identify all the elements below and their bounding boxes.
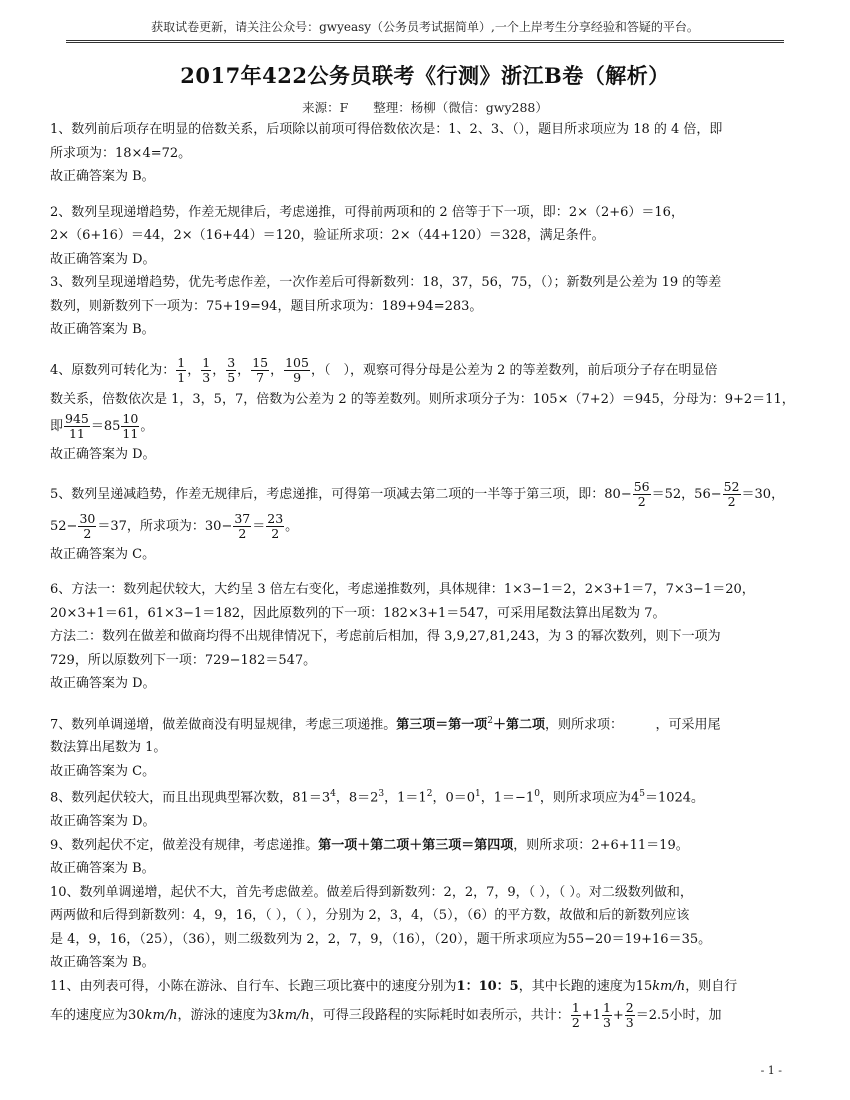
q4-fraction-3: $\frac{3}{5}$ bbox=[227, 354, 236, 385]
q3-line-2: 数列，则新数列下一项为：75+19=94，题目所求项为：189+94=283。 bbox=[50, 298, 483, 314]
q5-answer: 故正确答案为 C。 bbox=[50, 546, 156, 562]
q2-line-2: 2×（6+16）＝44，2×（16+44）＝120，验证所求项：2×（44+120）＝328，满足条件。 bbox=[50, 228, 605, 243]
q10-line-3: 是 4，9，16，（25），（36），则二级数列为 2，2，7，9，（16），（20），题干所求项应为55−20＝19+16＝35。 bbox=[50, 931, 712, 947]
byline: 来源：F 整理：杨柳（微信：gwy288） bbox=[302, 100, 548, 115]
q9-answer: 故正确答案为 B。 bbox=[50, 861, 155, 877]
q5-fraction-5: $\frac{23}{2}$ bbox=[267, 510, 284, 541]
q4-separator: ， bbox=[212, 362, 226, 378]
q3-answer: 故正确答案为 B。 bbox=[50, 322, 155, 337]
q5-fraction-4: $\frac{37}{2}$ bbox=[234, 510, 251, 541]
q4-fraction-1: $\frac{1}{1}$ bbox=[177, 354, 186, 385]
q10-line-2: 两两做和后得到新数列：4，9，16，（ ），（ ），分别为 2，3，4，（5），（6）的平方数，故做和后的新数列应该 bbox=[50, 908, 690, 924]
page-number: - 1 - bbox=[760, 1064, 782, 1077]
q8-answer: 故正确答案为 D。 bbox=[50, 814, 156, 830]
q6-line-1: 6、方法一：数列起伏较大，大约呈 3 倍左右变化，考虑递推数列，具体规律：1×3−1＝2，2×3+1＝7，7×3−1＝20， bbox=[50, 582, 755, 597]
q4-separator: ， bbox=[187, 362, 201, 378]
q4-line-3: 即 $\frac{945}{11}$ ＝85 $\frac{10}{11}$ 。 bbox=[50, 411, 154, 441]
q3-line-1: 3、数列呈现递增趋势，优先考虑作差，一次作差后可得新数列：18，37，56，75，（）；新数列是公差为 19 的等差 bbox=[50, 275, 722, 290]
q1-line-2: 所求项为：18×4=72。 bbox=[50, 145, 192, 161]
q4-line-1: 4、原数列可转化为： $\frac{1}{1}$ ， $\frac{1}{3}$ ， $\frac{3}{5}$ ， $\frac{15}{7}$ ， $\frac{105}{9}$ ，（ ），观察可得分母是公差为 2 的等差数列，前后项分子存在明显倍 bbox=[50, 354, 718, 385]
q11-fraction-2: $\frac{1}{3}$ bbox=[602, 1000, 611, 1031]
q9-line-1: 9、数列起伏不定，做差没有规律，考虑递推。第一项＋第二项＋第三项＝第四项，则所求项：2+6+11＝19。 bbox=[50, 837, 689, 853]
q4-separator: ， bbox=[237, 362, 251, 378]
header-notice: 获取试卷更新，请关注公众号：gwyeasy（公务员考试据简单）,一个上岸考生分享经验和答疑的平台。 bbox=[151, 20, 699, 34]
q5-fraction-2: $\frac{52}{2}$ bbox=[723, 478, 740, 509]
q4-answer: 故正确答案为 D。 bbox=[50, 447, 156, 462]
q5-line-2: 52− $\frac{30}{2}$ ＝37，所求项为：30− $\frac{37}{2}$ ＝ $\frac{23}{2}$ 。 bbox=[50, 510, 299, 541]
q7-line-1: 7、数列单调递增，做差做商没有明显规律，考虑三项递推。第三项＝第一项$^2$＋第二项，则所求项： ，可采用尾 bbox=[50, 715, 721, 732]
q5-fraction-3: $\frac{30}{2}$ bbox=[79, 510, 96, 541]
q8-line-1: 8、数列起伏较大，而且出现典型幂次数，$81=3^4$，$8=2^3$，$1=1^2$，$0=0^1$，$1=-1^0$，则所求项应为$4^5=1024$。 bbox=[50, 789, 705, 806]
q11-fraction-1: $\frac{1}{2}$ bbox=[571, 1000, 580, 1031]
page-title: 2017年422公务员联考《行测》浙江B卷（解析） bbox=[180, 63, 670, 88]
q4-fraction-2: $\frac{1}{3}$ bbox=[202, 354, 211, 385]
q1-formula: 18×4=72 bbox=[115, 145, 179, 161]
q2-line-1: 2、数列呈现递增趋势，作差无规律后，考虑递推，可得前两项和的 2 倍等于下一项，即：2×（2+6）＝16， bbox=[50, 204, 684, 220]
q5-line-1: 5、数列呈递减趋势，作差无规律后，考虑递推，可得第一项减去第二项的一半等于第三项，即：80− $\frac{56}{2}$ ＝52，56− $\frac{52}{2}$ ＝30， bbox=[50, 478, 785, 509]
document-body bbox=[50, 118, 802, 1034]
q7-line-2: 数法算出尾数为 1。 bbox=[50, 740, 167, 756]
q6-line-3: 方法二：数列在做差和做商均得不出规律情况下，考虑前后相加，得 3,9,27,81,243，为 3 的幂次数列，则下一项为 bbox=[50, 629, 721, 644]
q4-fraction-4: $\frac{15}{7}$ bbox=[252, 354, 269, 385]
q11-fraction-3: $\frac{2}{3}$ bbox=[625, 1000, 634, 1031]
q10-answer: 故正确答案为 B。 bbox=[50, 955, 155, 971]
q1-answer: 故正确答案为 B。 bbox=[50, 169, 155, 184]
q6-line-2: 20×3+1＝61，61×3−1＝182，因此原数列的下一项：182×3+1＝547，可采用尾数法算出尾数为 7。 bbox=[50, 605, 666, 621]
q10-line-1: 10、数列单调递增，起伏不大，首先考虑做差。做差后得到新数列：2，2，7，9，（ ），（ ）。对二级数列做和， bbox=[50, 884, 693, 900]
q5-fraction-1: $\frac{56}{2}$ bbox=[633, 478, 650, 509]
q6-answer: 故正确答案为 D。 bbox=[50, 676, 156, 691]
q6-line-4: 729，所以原数列下一项：729−182＝547。 bbox=[50, 652, 317, 668]
q4-fraction-a: $\frac{945}{11}$ bbox=[65, 411, 89, 441]
q4-separator: ， bbox=[310, 362, 324, 378]
q2-answer: 故正确答案为 D。 bbox=[50, 251, 156, 267]
q4-fraction-b: $\frac{10}{11}$ bbox=[122, 411, 139, 441]
q11-line-1: 11、由列表可得，小陈在游泳、自行车、长跑三项比赛中的速度分别为1：10：5，其中长跑的速度为15km/h，则自行 bbox=[50, 978, 738, 994]
q4-fraction-list bbox=[175, 354, 324, 385]
q7-answer: 故正确答案为 C。 bbox=[50, 763, 156, 779]
q1-line-1: 1、数列前后项存在明显的倍数关系，后项除以前项可得倍数依次是：1、2、3、（），题目所求项应为 18 的 4 倍，即 bbox=[50, 122, 723, 137]
header-divider bbox=[66, 40, 784, 43]
q4-separator: ， bbox=[270, 362, 284, 378]
q4-fraction-5: $\frac{105}{9}$ bbox=[285, 354, 309, 385]
q4-line-2: 数关系，倍数依次是 1，3，5，7，倍数为公差为 2 的等差数列。则所求项分子为：105×（7+2）＝945，分母为：9+2＝11， bbox=[50, 391, 795, 407]
q11-line-2: 车的速度应为30km/h，游泳的速度为3km/h，可得三段路程的实际耗时如表所示，共计： $\frac{1}{2}$ +1 $\frac{1}{3}$ + $\frac{2}{3}$ ＝2.5小时，加 bbox=[50, 1000, 722, 1031]
